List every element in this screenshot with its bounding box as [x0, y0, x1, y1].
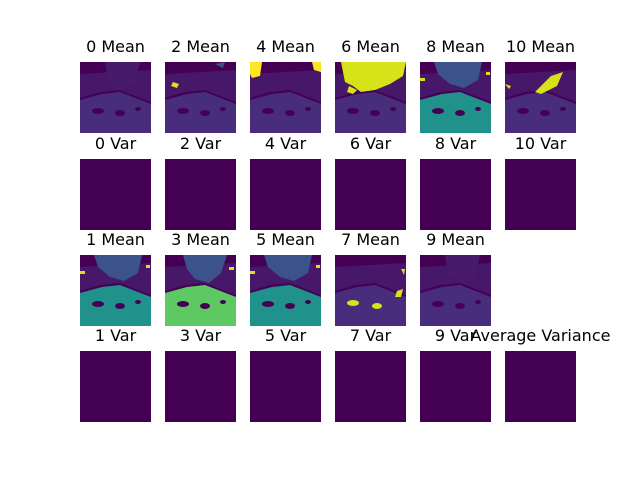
- heatmap-image: [505, 351, 576, 422]
- panel-title: 2 Mean: [171, 37, 230, 56]
- heatmap-image: [335, 62, 406, 133]
- heatmap-panel: [165, 351, 236, 422]
- panel-title: 6 Mean: [341, 37, 400, 56]
- heatmap-image: [250, 351, 321, 422]
- heatmap-panel: [80, 255, 151, 326]
- panel-title: 3 Mean: [171, 230, 230, 249]
- heatmap-image: [80, 255, 151, 326]
- heatmap-panel: [80, 351, 151, 422]
- panel-title: 6 Var: [349, 134, 392, 153]
- heatmap-panel: [335, 351, 406, 422]
- heatmap-panel: [420, 159, 491, 230]
- panel-title: 1 Var: [94, 326, 137, 345]
- heatmap-panel: [80, 62, 151, 133]
- heatmap-image: [335, 255, 406, 326]
- heatmap-image: [335, 159, 406, 230]
- heatmap-panel: [80, 159, 151, 230]
- panel-title: 0 Mean: [86, 37, 145, 56]
- heatmap-image: [165, 62, 236, 133]
- panel-title: 10 Mean: [505, 37, 576, 56]
- heatmap-image: [420, 62, 491, 133]
- heatmap-panel: [165, 255, 236, 326]
- heatmap-image: [165, 159, 236, 230]
- heatmap-image: [335, 351, 406, 422]
- panel-title: 9 Var: [434, 326, 477, 345]
- heatmap-panel: [505, 351, 576, 422]
- heatmap-panel: [250, 351, 321, 422]
- panel-title: 7 Mean: [341, 230, 400, 249]
- heatmap-panel: [505, 159, 576, 230]
- heatmap-image: [250, 159, 321, 230]
- heatmap-panel: [335, 159, 406, 230]
- heatmap-image: [165, 255, 236, 326]
- heatmap-panel: [250, 159, 321, 230]
- heatmap-image: [420, 159, 491, 230]
- heatmap-panel: [420, 255, 491, 326]
- panel-title: 4 Mean: [256, 37, 315, 56]
- heatmap-image: [80, 159, 151, 230]
- heatmap-image: [505, 62, 576, 133]
- heatmap-image: [420, 351, 491, 422]
- heatmap-panel: [250, 62, 321, 133]
- panel-title: 3 Var: [179, 326, 222, 345]
- heatmap-panel: [505, 62, 576, 133]
- heatmap-image: [80, 351, 151, 422]
- panel-title: 8 Var: [434, 134, 477, 153]
- heatmap-panel: [420, 351, 491, 422]
- heatmap-image: [420, 255, 491, 326]
- heatmap-image: [250, 62, 321, 133]
- panel-title: 1 Mean: [86, 230, 145, 249]
- panel-title: Average Variance: [470, 326, 611, 345]
- panel-title: 0 Var: [94, 134, 137, 153]
- panel-title: 5 Mean: [256, 230, 315, 249]
- panel-title: 8 Mean: [426, 37, 485, 56]
- heatmap-panel: [165, 62, 236, 133]
- heatmap-panel: [335, 62, 406, 133]
- panel-title: 9 Mean: [426, 230, 485, 249]
- heatmap-panel: [420, 62, 491, 133]
- heatmap-panel: [165, 159, 236, 230]
- panel-title: 7 Var: [349, 326, 392, 345]
- heatmap-panel: [250, 255, 321, 326]
- panel-title: 2 Var: [179, 134, 222, 153]
- panel-title: 10 Var: [514, 134, 567, 153]
- heatmap-panel: [335, 255, 406, 326]
- panel-title: 5 Var: [264, 326, 307, 345]
- heatmap-image: [505, 159, 576, 230]
- panel-title: 4 Var: [264, 134, 307, 153]
- heatmap-image: [250, 255, 321, 326]
- heatmap-image: [80, 62, 151, 133]
- heatmap-image: [165, 351, 236, 422]
